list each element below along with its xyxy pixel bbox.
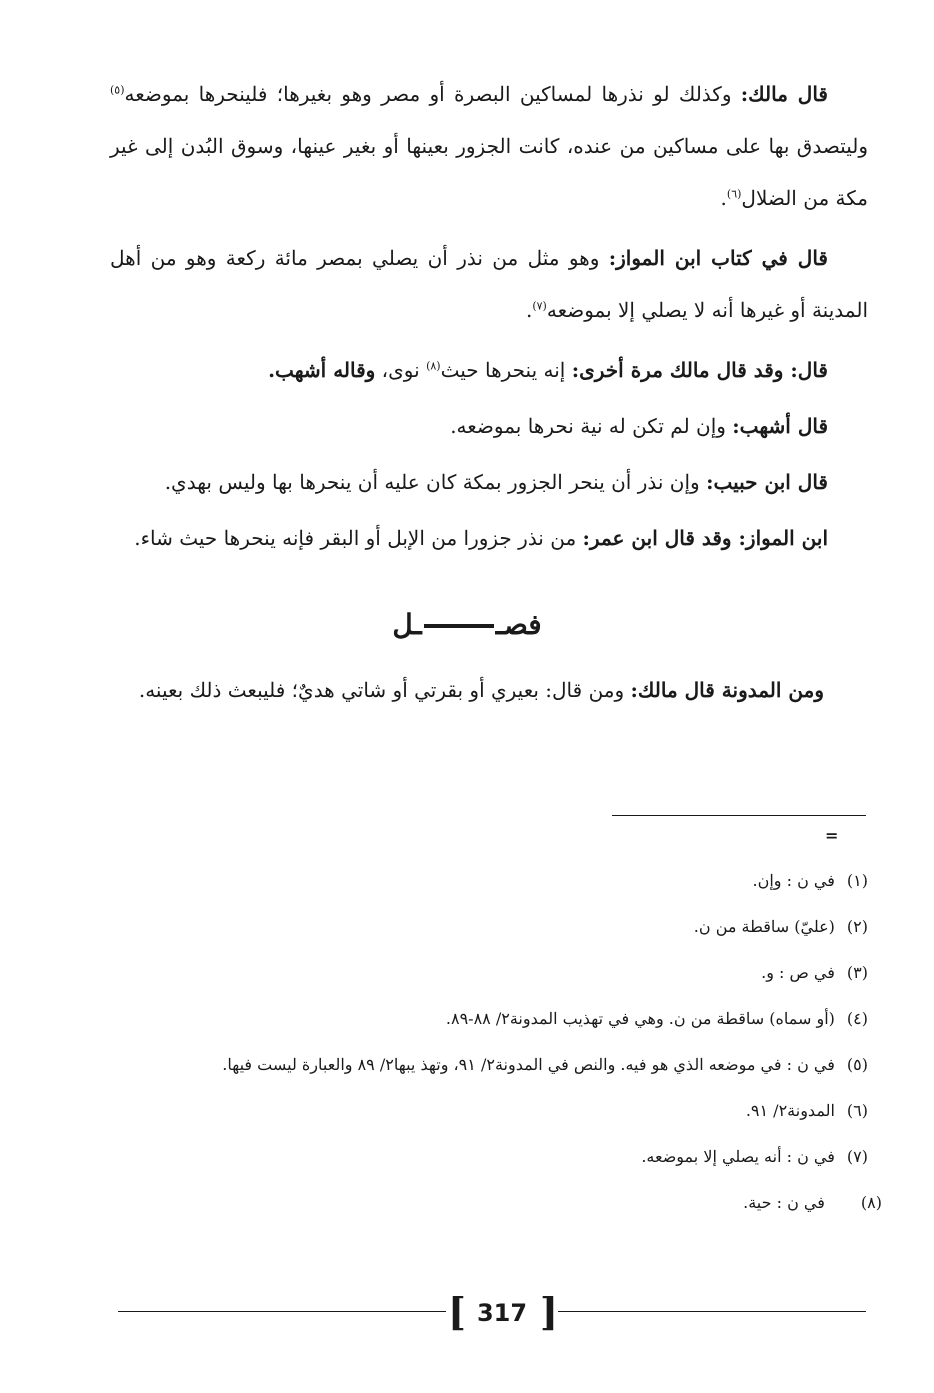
footnote-text: (عليّ) ساقطة من ن. [693, 917, 835, 936]
paragraph-text: وليتصدق بها على مساكين من عنده، كانت الجزور بعينها أو بغير عينها، وسوق البُدن إلى غير مكة من الضلال [110, 134, 868, 210]
footnote-item [120, 1042, 868, 1088]
paragraph-lead: ومن المدونة قال مالك: [630, 678, 824, 702]
paragraph-text: إنه ينحرها حيث [440, 358, 572, 382]
main-text [110, 68, 868, 568]
footnote-number: (١) [846, 871, 868, 890]
footnote-text: في ص : و. [761, 963, 835, 982]
paragraph-text: . [525, 298, 533, 322]
footnote-text: في ن : في موضعه الذي هو فيه. والنص في المدونة٢/ ٩١، وتهذ يبها٢/ ٨٩ والعبارة ليست فيها. [222, 1055, 835, 1074]
footnote-continuation-mark: = [825, 826, 839, 845]
section-heading-start: فصـ [495, 608, 542, 641]
paragraph-text: . [720, 186, 727, 210]
footnote-number: (٦) [846, 1101, 868, 1120]
footnote-text: (أو سماه) ساقطة من ن. وهي في تهذيب المدونة٢/ ٨٨-٨٩. [445, 1009, 835, 1028]
footnote-item [120, 1088, 868, 1134]
footnote-number: (٨) [860, 1193, 882, 1212]
footnote-text: في ن : أنه يصلي إلا بموضعه. [641, 1147, 835, 1166]
paragraph-2 [110, 232, 868, 336]
paragraph-lead: وقاله أشهب. [268, 358, 376, 382]
paragraph-lead: قال أشهب: [732, 414, 828, 438]
footnote-item [120, 996, 868, 1042]
paragraph-5 [110, 456, 868, 508]
footnote-ref: (٧) [532, 299, 547, 313]
footer-rule-left [118, 1311, 446, 1312]
footnote-text: في ن : حية. [743, 1193, 825, 1212]
footnote-number: (٤) [846, 1009, 868, 1028]
footnote-ref: (٦) [726, 187, 742, 201]
paragraph-lead: ابن المواز: وقد قال ابن عمر: [582, 526, 828, 550]
paragraph-7 [110, 668, 824, 712]
paragraph-text: ومن قال: بعيري أو بقرتي أو شاتي هديٌ؛ فليبعث ذلك بعينه. [138, 678, 631, 702]
footnote-item [120, 1134, 868, 1180]
paragraph-4 [110, 400, 868, 452]
footnotes [120, 858, 882, 1226]
kashida-stroke [424, 624, 494, 628]
footnote-text: المدونة٢/ ٩١. [745, 1101, 835, 1120]
paragraph-text: من نذر جزورا من الإبل أو البقر فإنه ينحرها حيث شاء. [134, 526, 583, 550]
footnote-ref: (٥) [110, 83, 125, 97]
footnote-separator [612, 815, 866, 816]
page-number-bracket-left: [ [448, 1289, 466, 1334]
footnote-item [120, 858, 868, 904]
paragraph-text: وإن لم تكن له نية نحرها بموضعه. [450, 414, 733, 438]
paragraph-text: نوى، [375, 358, 427, 382]
footnote-number: (٣) [846, 963, 868, 982]
paragraph-lead: قال مالك: [740, 82, 828, 106]
paragraph-text: وهو مثل من نذر أن يصلي بمصر مائة ركعة وهو من أهل المدينة أو غيرها أنه لا يصلي إلا بموضعه [110, 246, 868, 322]
footnote-item [120, 950, 868, 996]
footnote-text: في ن : وإن. [752, 871, 835, 890]
paragraph-1 [110, 68, 868, 224]
paragraph-lead: قال في كتاب ابن المواز: [608, 246, 828, 270]
page-number: 317 [476, 1299, 528, 1327]
section-heading [0, 608, 934, 641]
paragraph-6 [110, 512, 868, 564]
footnote-number: (٢) [846, 917, 868, 936]
section-heading-end: ـل [392, 608, 422, 641]
paragraph-text: وإن نذر أن ينحر الجزور بمكة كان عليه أن ينحرها بها وليس بهدي. [164, 470, 707, 494]
footnote-number: (٧) [846, 1147, 868, 1166]
paragraph-lead: قال ابن حبيب: [706, 470, 828, 494]
footnote-ref: (٨) [426, 359, 441, 373]
paragraph-text: وكذلك لو نذرها لمساكين البصرة أو مصر وهو بغيرها؛ فلينحرها بموضعه [124, 82, 741, 106]
page-number-bracket-right: ] [540, 1289, 558, 1334]
paragraph-lead: قال: وقد قال مالك مرة أخرى: [571, 358, 828, 382]
footnote-item [120, 1180, 882, 1226]
footnote-number: (٥) [846, 1055, 868, 1074]
footnote-item [120, 904, 868, 950]
paragraph-3 [110, 344, 868, 396]
footer-rule-right [558, 1311, 866, 1312]
